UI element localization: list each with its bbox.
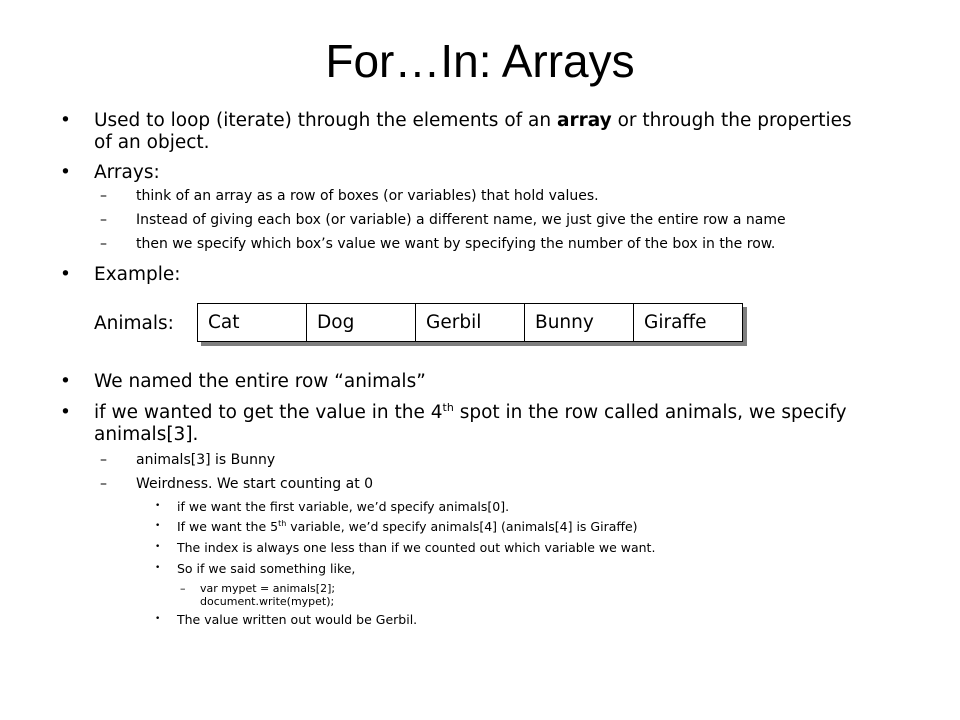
array-cell-0: Cat [198,304,307,342]
table-row [198,304,743,342]
bullet-marker: • [60,110,71,131]
slide-title: For…In: Arrays [325,35,635,87]
bullet-text: Used to loop (iterate) through the elements of an array or through the properties [94,110,852,131]
array-cell-3: Bunny [525,304,634,342]
array-cell-2: Gerbil [416,304,525,342]
code-line-1: var mypet = animals[2]; [200,582,336,595]
animals-label: Animals: [94,313,174,334]
array-cell-1: Dog [307,304,416,342]
code-line-2: document.write(mypet); [200,595,335,608]
animals-array-table [197,303,743,342]
array-cell-4: Giraffe [634,304,743,342]
